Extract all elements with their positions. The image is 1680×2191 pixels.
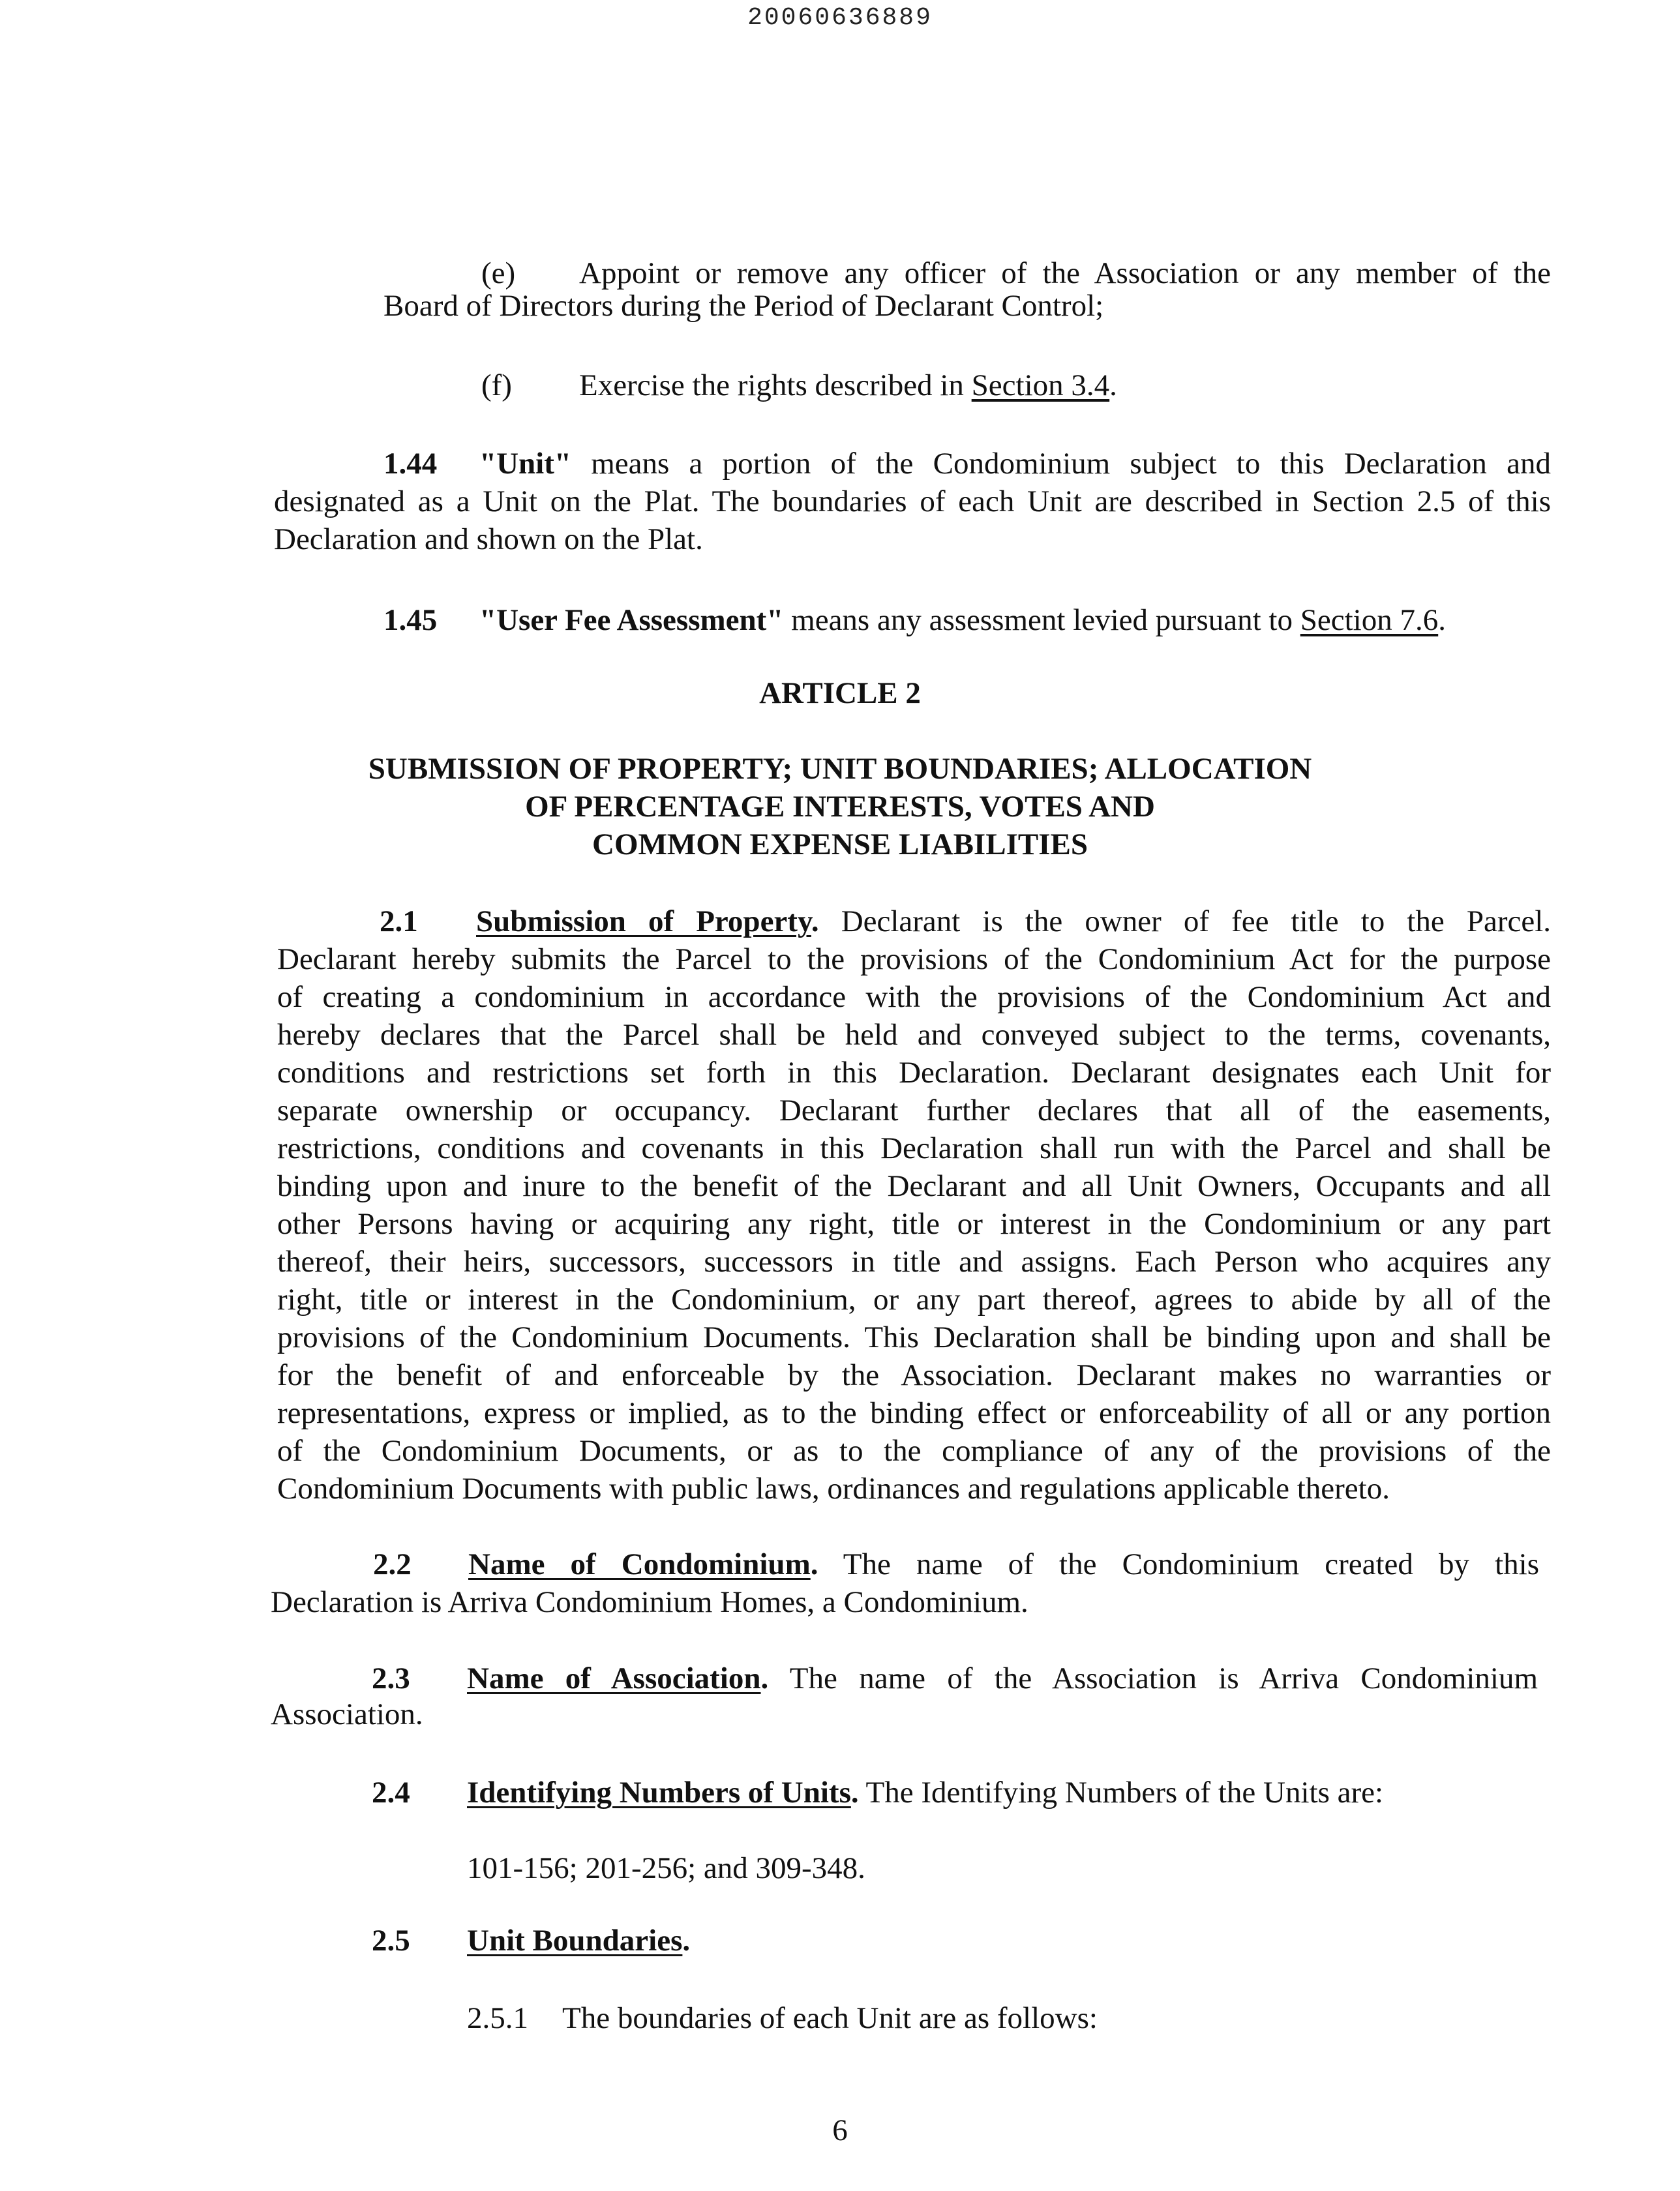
- def-1-44-term: "Unit": [479, 447, 571, 481]
- sec-2-4-number: 2.4: [372, 1776, 410, 1810]
- sec-2-1-text: Declarant is the owner of fee title to the Parcel.: [841, 904, 1552, 938]
- sec-2-1-line: separate ownership or occupancy. Declarant further declares that all of the easements,: [277, 1094, 1551, 1127]
- sec-2-2-first-line: [468, 1545, 1539, 1583]
- sec-2-1-body: [277, 940, 1551, 1508]
- sec-2-1-line: hereby declares that the Parcel shall be held and conveyed subject to the terms, covenants,: [277, 1018, 1551, 1052]
- item-f-end: .: [1109, 368, 1117, 402]
- def-1-45-end: .: [1438, 603, 1446, 637]
- item-f-label: (f): [481, 368, 512, 402]
- def-1-44-line3: Declaration and shown on the Plat.: [274, 522, 703, 556]
- sec-2-1-heading-end: .: [811, 904, 819, 938]
- sec-2-1-last-line: Condominium Documents with public laws, ordinances and regulations applicable thereto.: [277, 1472, 1390, 1506]
- sec-2-1-line: representations, express or implied, as to the binding effect or enforceability of all or any portion: [277, 1396, 1551, 1430]
- sec-2-3-heading: Name of Association: [467, 1662, 761, 1695]
- document-number: 20060636889: [747, 4, 933, 32]
- sec-2-1-line: binding upon and inure to the benefit of the Declarant and all Unit Owners, Occupants and all: [277, 1169, 1551, 1203]
- sec-2-1-line: thereof, their heirs, successors, successors in title and assigns. Each Person who acquires any: [277, 1245, 1551, 1279]
- sec-2-2-number: 2.2: [373, 1547, 412, 1581]
- sec-2-2-line2: Declaration is Arriva Condominium Homes, a Condominium.: [271, 1585, 1028, 1619]
- sec-2-3-line2: Association.: [271, 1697, 423, 1731]
- sec-2-3-number: 2.3: [372, 1662, 410, 1695]
- sec-2-5-number: 2.5: [372, 1924, 410, 1958]
- sec-2-1-heading: Submission of Property: [476, 904, 811, 938]
- sec-2-4-heading: Identifying Numbers of Units: [467, 1776, 851, 1810]
- def-1-44-first-line: [479, 445, 1551, 483]
- sec-2-3-first-line: [467, 1660, 1538, 1697]
- sec-2-3-heading-end: .: [760, 1662, 769, 1695]
- sec-2-1-line: conditions and restrictions set forth in this Declaration. Declarant designates each Unit for: [277, 1056, 1551, 1090]
- sec-2-1-line: Declarant hereby submits the Parcel to the provisions of the Condominium Act for the purpose: [277, 942, 1551, 976]
- def-1-44-text1: means a portion of the Condominium subject to this Declaration and: [591, 447, 1552, 481]
- page-number: 6: [832, 2113, 848, 2147]
- sec-2-1-line: for the benefit of and enforceable by the Association. Declarant makes no warranties or: [277, 1358, 1551, 1392]
- sec-2-1-line: provisions of the Condominium Documents. This Declaration shall be binding upon and shall be: [277, 1320, 1551, 1354]
- sec-2-4-text: The Identifying Numbers of the Units are:: [865, 1776, 1384, 1810]
- sec-2-1-first-line: [476, 902, 1551, 940]
- sec-2-5-heading-end: .: [682, 1924, 691, 1958]
- sec-2-1-line: of the Condominium Documents, or as to the compliance of any of the provisions of the: [277, 1434, 1551, 1468]
- def-1-45-number: 1.45: [383, 603, 438, 637]
- def-1-44-number: 1.44: [383, 447, 438, 481]
- sec-2-3-text: The name of the Association is Arriva Condominium: [789, 1662, 1538, 1695]
- item-e-line2: Board of Directors during the Period of Declarant Control;: [383, 289, 1104, 323]
- sec-2-2-heading: Name of Condominium: [468, 1547, 811, 1581]
- def-1-45-text: means any assessment levied pursuant to: [791, 603, 1293, 637]
- item-f: [579, 366, 1117, 404]
- sec-2-1-number: 2.1: [380, 904, 418, 938]
- sec-2-5-line: [467, 1922, 690, 1960]
- sec-2-5-1-text: The boundaries of each Unit are as follows:: [562, 2001, 1098, 2035]
- sec-2-4-heading-end: .: [850, 1776, 859, 1810]
- unit-numbers: 101-156; 201-256; and 309-348.: [467, 1851, 865, 1885]
- article-title: ARTICLE 2: [759, 676, 921, 710]
- sec-2-4-line: [467, 1774, 1383, 1811]
- article-subtitle-3: COMMON EXPENSE LIABILITIES: [592, 827, 1088, 861]
- def-1-45-term: "User Fee Assessment": [479, 603, 784, 637]
- def-1-45: [479, 601, 1446, 639]
- article-subtitle-2: OF PERCENTAGE INTERESTS, VOTES AND: [525, 790, 1155, 824]
- section-3-4-link[interactable]: Section 3.4: [971, 368, 1110, 402]
- sec-2-5-1-number: 2.5.1: [467, 2001, 528, 2035]
- sec-2-2-text: The name of the Condominium created by this: [843, 1547, 1540, 1581]
- sec-2-1-line: restrictions, conditions and covenants in this Declaration shall run with the Parcel and shall be: [277, 1131, 1551, 1165]
- sec-2-5-heading: Unit Boundaries: [467, 1924, 683, 1958]
- sec-2-2-heading-end: .: [810, 1547, 818, 1581]
- article-subtitle-1: SUBMISSION OF PROPERTY; UNIT BOUNDARIES; ALLOCATION: [368, 752, 1312, 786]
- def-1-44-line2: designated as a Unit on the Plat. The boundaries of each Unit are described in Section 2.5 of this: [274, 484, 1551, 518]
- sec-2-1-line: right, title or interest in the Condominium, or any part thereof, agrees to abide by all of the: [277, 1283, 1551, 1317]
- section-7-6-link[interactable]: Section 7.6: [1300, 603, 1439, 637]
- item-e-label: (e): [481, 256, 516, 290]
- sec-2-1-line: of creating a condominium in accordance with the provisions of the Condominium Act and: [277, 980, 1551, 1014]
- sec-2-1-line: other Persons having or acquiring any right, title or interest in the Condominium or any part: [277, 1207, 1551, 1241]
- item-e-line1: Appoint or remove any officer of the Association or any member of the: [579, 256, 1551, 290]
- item-f-text: Exercise the rights described in: [579, 368, 964, 402]
